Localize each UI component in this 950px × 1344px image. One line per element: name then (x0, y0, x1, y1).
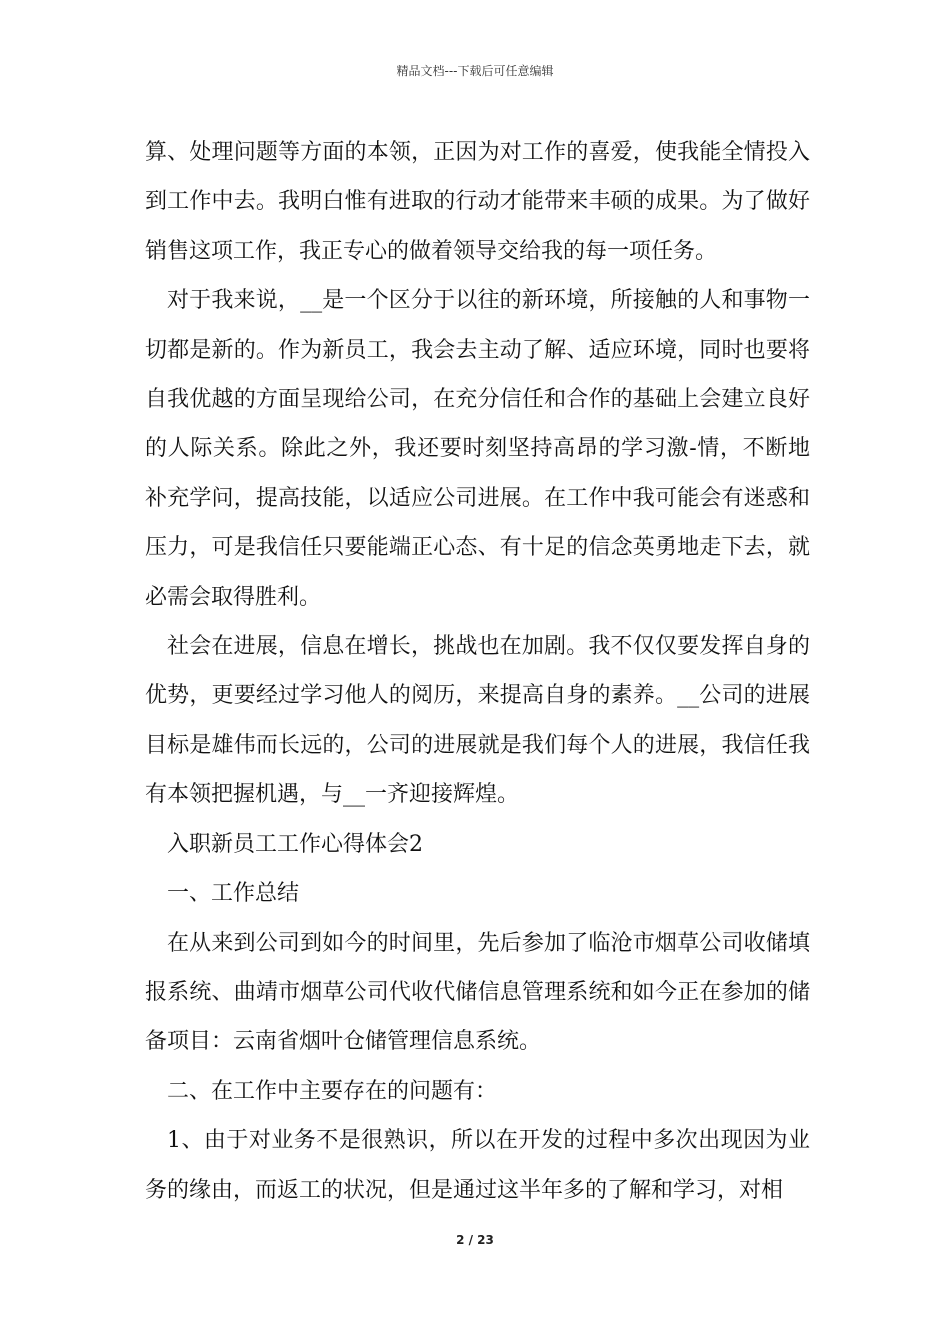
paragraph-problem-1: 1、由于对业务不是很熟识，所以在开发的过程中多次出现因为业务的缘由，而返工的状况，但是通过这半年多的了解和学习，对相 (145, 1128, 810, 1203)
page-header: 精品文档---下载后可任意编辑 (396, 64, 554, 78)
heading-work-summary: 一、工作总结 (167, 881, 300, 907)
section-title: 入职新员工工作心得体会2 (167, 831, 423, 857)
page-number: 2 / 23 (456, 1233, 494, 1247)
document-body (145, 128, 810, 1215)
paragraph-new-environment: 对于我来说，__是一个区分于以往的新环境，所接触的人和事物一切都是新的。作为新员工，我会去主动了解、适应环境，同时也要将自我优越的方面呈现给公司，在充分信任和合作的基础上会建立良好的人际关系。除此之外，我还要时刻坚持高昂的学习激-情，不断地补充学问，提高技能，以适应公司进展。在工作中我可能会有迷惑和压力，可是我信任只要能端正心态、有十足的信念英勇地走下去，就必需会取得胜利。 (145, 288, 810, 610)
heading-problems: 二、在工作中主要存在的问题有： (167, 1078, 498, 1104)
paragraph-work-summary: 在从来到公司到如今的时间里，先后参加了临沧市烟草公司收储填报系统、曲靖市烟草公司代收代储信息管理系统和如今正在参加的储备项目：云南省烟叶仓储管理信息系统。 (145, 930, 810, 1055)
paragraph-continued: 算、处理问题等方面的本领，正因为对工作的喜爱，使我能全情投入到工作中去。我明白惟有进取的行动才能带来丰硕的成果。为了做好销售这项工作，我正专心的做着领导交给我的每一项任务。 (145, 140, 810, 264)
paragraph-society-progress: 社会在进展，信息在增长，挑战也在加剧。我不仅仅要发挥自身的优势，更要经过学习他人的阅历，来提高自身的素养。__公司的进展目标是雄伟而长远的，公司的进展就是我们每个人的进展，我信任我有本领把握机遇，与__一齐迎接辉煌。 (145, 634, 810, 808)
